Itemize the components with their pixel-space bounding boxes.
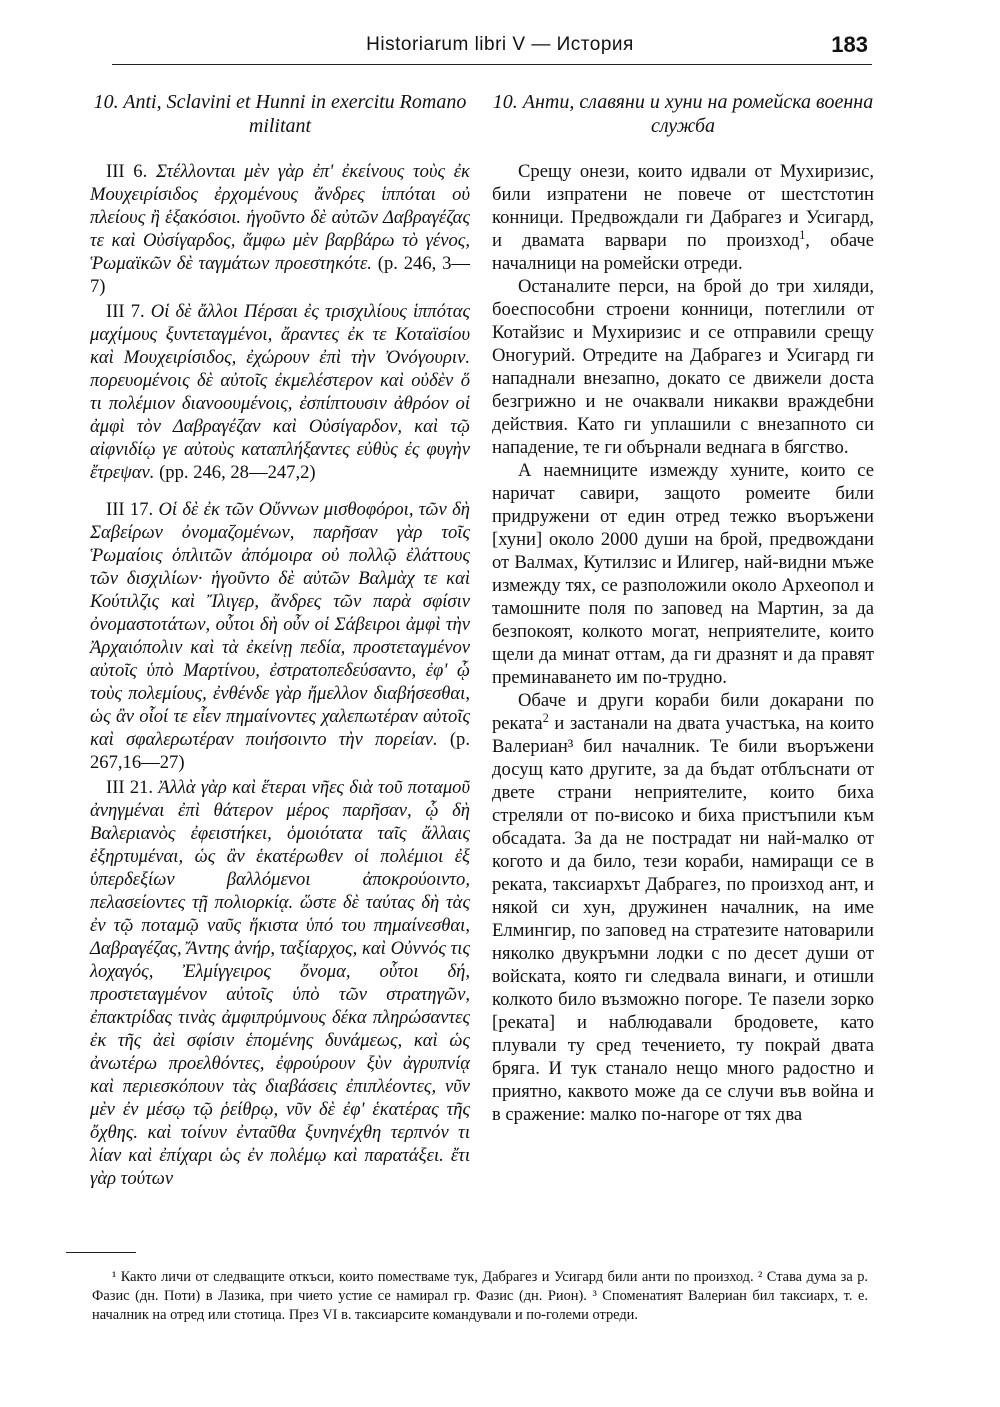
greek-text: Ἀλλὰ γὰρ καὶ ἕτεραι νῆες διὰ τοῦ ποταμοῦ ἀνηγμέναι ἐπὶ θάτερον μέρος παρῆσαν, ᾧ δὴ Βαλεριανὸς ἐφειστήκει, ὁμοιότατα ταῖς ἄλλαις ἐξηρτυμέναι, ὡς ἂν ἑκατέρωθεν οἱ πολέμιοι ἐξ ὑπερδεξίων βαλλόμενοι ἀποκρούοιντο, πελασείοντες τῇ πολιορκίᾳ. ὥστε δὲ ταύτας δὴ τὰς ἐν τῷ ποταμῷ ναῦς ἥκιστα ὑπό του πημαίνεσθαι, Δαβραγέζας, Ἄντης ἀνήρ, ταξίαρχος, καὶ Οὐννός τις λοχαγός, Ἐλμίγγειρος ὄνομα, οὗτοι δή, προστεταγμένον αὐτοῖς ὑπὸ τῶν στρατηγῶν, ἐπακτρίδας τινὰς ἀμφιπρύμνους δέκα πληρώσαντες ἐκ τῆς ἀεὶ σφίσιν ἑπομένης δυνάμεως, καὶ ὡς ἀνωτέρω προελθόντες, ἐφρούρουν ξὺν ἀγρυπνίᾳ καὶ περιεσκόπουν τὰς διαβάσεις ἐπιπλέοντες, νῦν μὲν ἐν μέσῳ τῷ ῥείθρῳ, νῦν δὲ ἐφ' ἑκατέρας τῆς ὄχθης. καὶ τοίνυν ἐνταῦθα ξυνηνέχθη τερπνόν τι λίαν καὶ ἐπίχαρι ὡς ἐν πολέμῳ καὶ παρατάξει. ἔτι γὰρ τούτων bbox=[90, 777, 470, 1189]
translation-paragraph: Срещу онези, които идвали от Мухиризис, били изпратени не повече от шестстотин конници. Предвождали ги Дабрагез и Усигард, и двамата варвари по произход$^1$, обаче началници на ромейски отреди. bbox=[492, 161, 874, 274]
greek-paragraph bbox=[90, 776, 470, 1190]
running-head-title: Historiarum libri V — История bbox=[366, 34, 634, 55]
page-reference: (p. 267,16—27) bbox=[90, 729, 470, 773]
footnote-text: ¹ Както личи от следващите откъси, които поместваме тук, Дабрагез и Усигард били анти по произход. ² Става дума за р. Фазис (дн. Поти) в Лазика, при чието устие се намирал гр. Фазис (дн. Рион). ³ Споменатият Валериан бил таксиарх, т. е. началник на отред или стотица. През VI в. таксиарсите командували и по-големи отреди. bbox=[92, 1269, 868, 1323]
footnote-marker: 1 bbox=[799, 227, 806, 242]
page-number: 183 bbox=[831, 32, 868, 57]
page-reference: (p. 246, 3—7) bbox=[90, 253, 470, 297]
greek-column bbox=[90, 90, 470, 1192]
footnote-rule bbox=[66, 1252, 136, 1253]
greek-paragraph bbox=[90, 160, 470, 298]
latin-section-heading: 10. Anti, Sclavini et Hunni in exercitu Romano militant bbox=[93, 91, 467, 137]
greek-text: Οἱ δὲ ἄλλοι Πέρσαι ἐς τρισχιλίους ἱππότας μαχίμους ξυντεταγμένοι, ἄραντες ἐκ τε Κοταϊσίου καὶ Μουχειρίσιδος, ἐχώρουν ἐπὶ τὴν Ὀνόγουριν. πορευομένοις δὲ αὐτοῖς ἐκμελέστερον καὶ οὐδὲν ὅ τι πολέμιον διανοουμένοις, ἐσπίπτουσιν ἀθρόον οἱ ἀμφὶ τὸν Δαβραγέζαν καὶ Οὐσίγαρδον, καὶ τῷ αἰφνιδίῳ γε αὐτοὺς καταπλήξαντες εὐθὺς ἐς φυγὴν ἔτρεψαν. bbox=[90, 301, 471, 483]
bulgarian-column bbox=[492, 90, 874, 1126]
citation-label: III 21. bbox=[106, 777, 154, 798]
running-head bbox=[0, 34, 1000, 58]
citation-label: III 17. bbox=[106, 499, 154, 520]
citation-label: III 7. bbox=[106, 301, 145, 322]
translation-paragraph: Останалите перси, на брой до три хиляди, боеспособни строени конници, потеглили от Котайзис и Мухиризис и се отправили срещу Оногурий. Отредите на Дабрагез и Усигард ги нападнали внезапно, докато се движели доста безгрижно и не очаквали никакви враждебни действия. Като ги уплашили с внезапното си нападение, те ги обърнали веднага в бягство. bbox=[492, 276, 874, 458]
greek-paragraph bbox=[90, 300, 470, 484]
bulgarian-section-heading: 10. Анти, славяни и хуни на ромейска военна служба bbox=[492, 91, 874, 137]
footnotes bbox=[92, 1268, 868, 1325]
header-rule bbox=[112, 64, 872, 65]
translation-paragraph: Обаче и други кораби били докарани по реката$^2$ и застанали на двата участъка, на които Валериан³ бил началник. Те били въоръжени досущ като другите, за да бъдат отблъснати от двете страни неприятелите, които биха стреляли от по-високо и биха пристъпили към обсадата. За да не пострадат ни най-малко от когото и да било, тези кораби, намиращи се в реката, таксиархът Дабрагез, по произход ант, и някой си хун, дружинен началник, на име Елмингир, по заповед на стратезите натоварили няколко двукръмни лодки с по десет души от войската, която ги следвала винаги, и отишли колкото било възможно погоре. Те пазели зорко [реката] и наблюдавали бродовете, като плували ту сред течението, ту покрай двата бряга. И тук станало нещо много радостно и приятно, каквото може да се случи във война и в сражение: малко по-нагоре от тях два bbox=[492, 690, 874, 1125]
page-reference: (pp. 246, 28—247,2) bbox=[159, 462, 316, 483]
greek-paragraph bbox=[90, 498, 470, 774]
greek-text: Οἱ δὲ ἐκ τῶν Οὔννων μισθοφόροι, τῶν δὴ Σαβείρων ὀνομαζομένων, παρῆσαν γὰρ τοῖς Ῥωμαίοις ὁπλιτῶν ἀπόμοιρα οὐ πολλῷ ἐλάττους τῶν δισχιλίων· ἡγοῦντο δὲ αὐτῶν Βαλμὰχ τε καὶ Κούτιλζις καὶ Ἴλιγερ, ἄνδρες τῶν παρὰ σφίσιν ὀνομαστοτάτων, οὗτοι δὴ οὖν οἱ Σάβειροι ἀμφὶ τὴν Ἀρχαιόπολιν καὶ τὰ ἐκείνῃ πεδία, προστεταγμένον αὐτοῖς ὑπὸ Μαρτίνου, ἐστρατοπεδεύσαντο, ἐφ' ᾧ τοὺς πολεμίους, ἐνθένδε γὰρ ἤμελλον διαβήσεσθαι, ὡς ἂν οἷοί τε εἶεν πημαίνοντες χαλεπωτέραν αὐτοῖς καὶ σφαλερωτέραν ποιήσοιντο τὴν πορείαν. bbox=[90, 499, 470, 750]
citation-label: III 6. bbox=[106, 161, 148, 182]
footnote-marker: 2 bbox=[542, 710, 549, 725]
greek-text: Στέλλονται μὲν γὰρ ἐπ' ἐκείνους τοὺς ἐκ Μουχειρίσιδος ἐρχομένους ἄνδρες ἱππόται οὐ πλείους ἢ ἑξακόσιοι. ἡγοῦντο δὲ αὐτῶν Δαβραγέζας τε καὶ Οὐσίγαρδος, ἄμφω μὲν βαρβάρω τὸ γένος, Ῥωμαϊκῶν δὲ ταγμάτων προεστηκότε. bbox=[90, 161, 470, 274]
translation-paragraph: А наемниците измежду хуните, които се наричат савири, защото ромеите били придружени от един отред тежко въоръжени [хуни] около 2000 души на брой, предвождани от Валмах, Кутилзис и Илигер, най-видни мъже измежду тях, се разположили около Археопол и тамошните поля по заповед на Мартин, за да безпокоят, колкото могат, неприятелите, които щели да минат оттам, да ги дразнят и да правят преминаването им по-трудно. bbox=[492, 460, 874, 688]
